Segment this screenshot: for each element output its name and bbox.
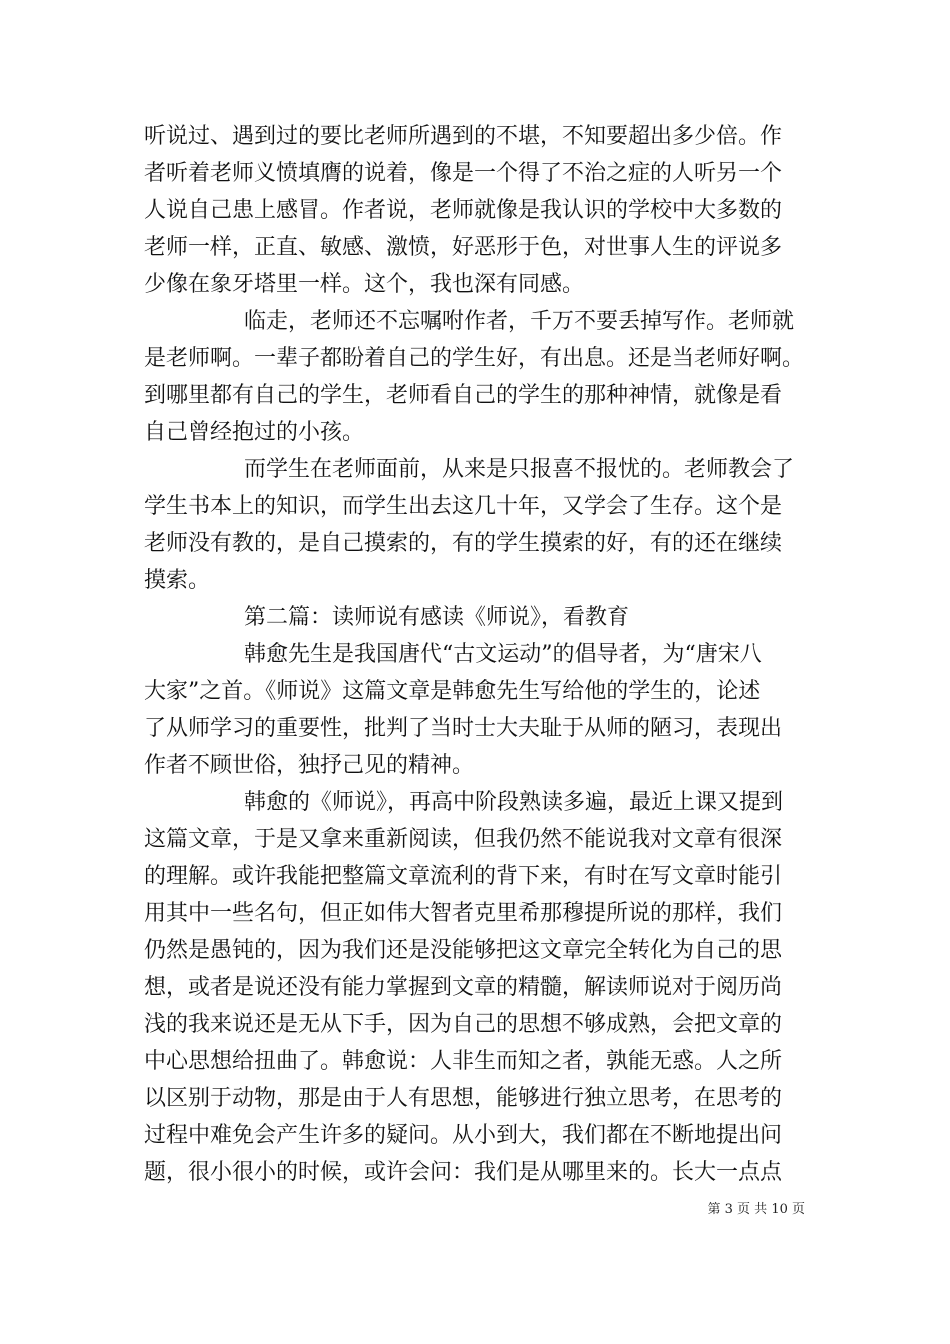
text-line: 听说过、遇到过的要比老师所遇到的不堪，不知要超出多少倍。作	[144, 124, 783, 149]
text-line: 摸索。	[144, 568, 211, 593]
text-line: 老师没有教的，是自己摸索的，有的学生摸索的好，有的还在继续	[144, 531, 783, 556]
text-line: 过程中难免会产生许多的疑问。从小到大，我们都在不断地提出问	[144, 1123, 783, 1148]
text-line: 想，或者是说还没有能力掌握到文章的精髓，解读师说对于阅历尚	[144, 975, 783, 1000]
text-line: 以区别于动物，那是由于人有思想，能够进行独立思考，在思考的	[144, 1086, 783, 1111]
section-heading: 第二篇：读师说有感读《师说》，看教育	[244, 605, 630, 630]
text-line: 仍然是愚钝的，因为我们还是没能够把这文章完全转化为自己的思	[144, 938, 783, 963]
page-number-footer: 第 3 页 共 10 页	[707, 1202, 805, 1217]
paragraph-first-line: 韩愈的《师说》，再高中阶段熟读多遍，最近上课又提到	[244, 790, 784, 815]
paragraph-first-line: 而学生在老师面前，从来是只报喜不报忧的。老师教会了	[244, 457, 795, 482]
paragraph-first-line: 临走，老师还不忘嘱咐作者，千万不要丢掉写作。老师就	[244, 309, 795, 334]
document-body	[144, 118, 814, 1191]
text-line: 浅的我来说还是无从下手，因为自己的思想不够成熟，会把文章的	[144, 1012, 783, 1037]
text-line: 人说自己患上感冒。作者说，老师就像是我认识的学校中大多数的	[144, 198, 783, 223]
text-line: 自己曾经抱过的小孩。	[144, 420, 365, 445]
paragraph-first-line: 韩愈先生是我国唐代“古文运动”的倡导者，为“唐宋八	[244, 642, 762, 667]
text-line: 作者不顾世俗，独抒己见的精神。	[144, 753, 475, 778]
text-line: 用其中一些名句，但正如伟大智者克里希那穆提所说的那样，我们	[144, 901, 783, 926]
text-line: 到哪里都有自己的学生，老师看自己的学生的那种神情，就像是看	[144, 383, 783, 408]
text-line: 是老师啊。一辈子都盼着自己的学生好，有出息。还是当老师好啊。	[144, 346, 805, 371]
text-line: 大家”之首。《师说》这篇文章是韩愈先生写给他的学生的，论述	[144, 679, 761, 704]
text-line: 老师一样，正直、敏感、激愤，好恶形于色，对世事人生的评说多	[144, 235, 783, 260]
text-line: 了从师学习的重要性，批判了当时士大夫耻于从师的陋习，表现出	[144, 716, 783, 741]
text-line: 这篇文章，于是又拿来重新阅读，但我仍然不能说我对文章有很深	[144, 827, 783, 852]
text-line: 少像在象牙塔里一样。这个，我也深有同感。	[144, 272, 585, 297]
text-line: 学生书本上的知识，而学生出去这几十年，又学会了生存。这个是	[144, 494, 783, 519]
text-line: 者听着老师义愤填膺的说着，像是一个得了不治之症的人听另一个	[144, 161, 783, 186]
text-line: 题，很小很小的时候，或许会问：我们是从哪里来的。长大一点点	[144, 1160, 783, 1185]
text-line: 的理解。或许我能把整篇文章流利的背下来，有时在写文章时能引	[144, 864, 783, 889]
text-line: 中心思想给扭曲了。韩愈说：人非生而知之者，孰能无惑。人之所	[144, 1049, 783, 1074]
